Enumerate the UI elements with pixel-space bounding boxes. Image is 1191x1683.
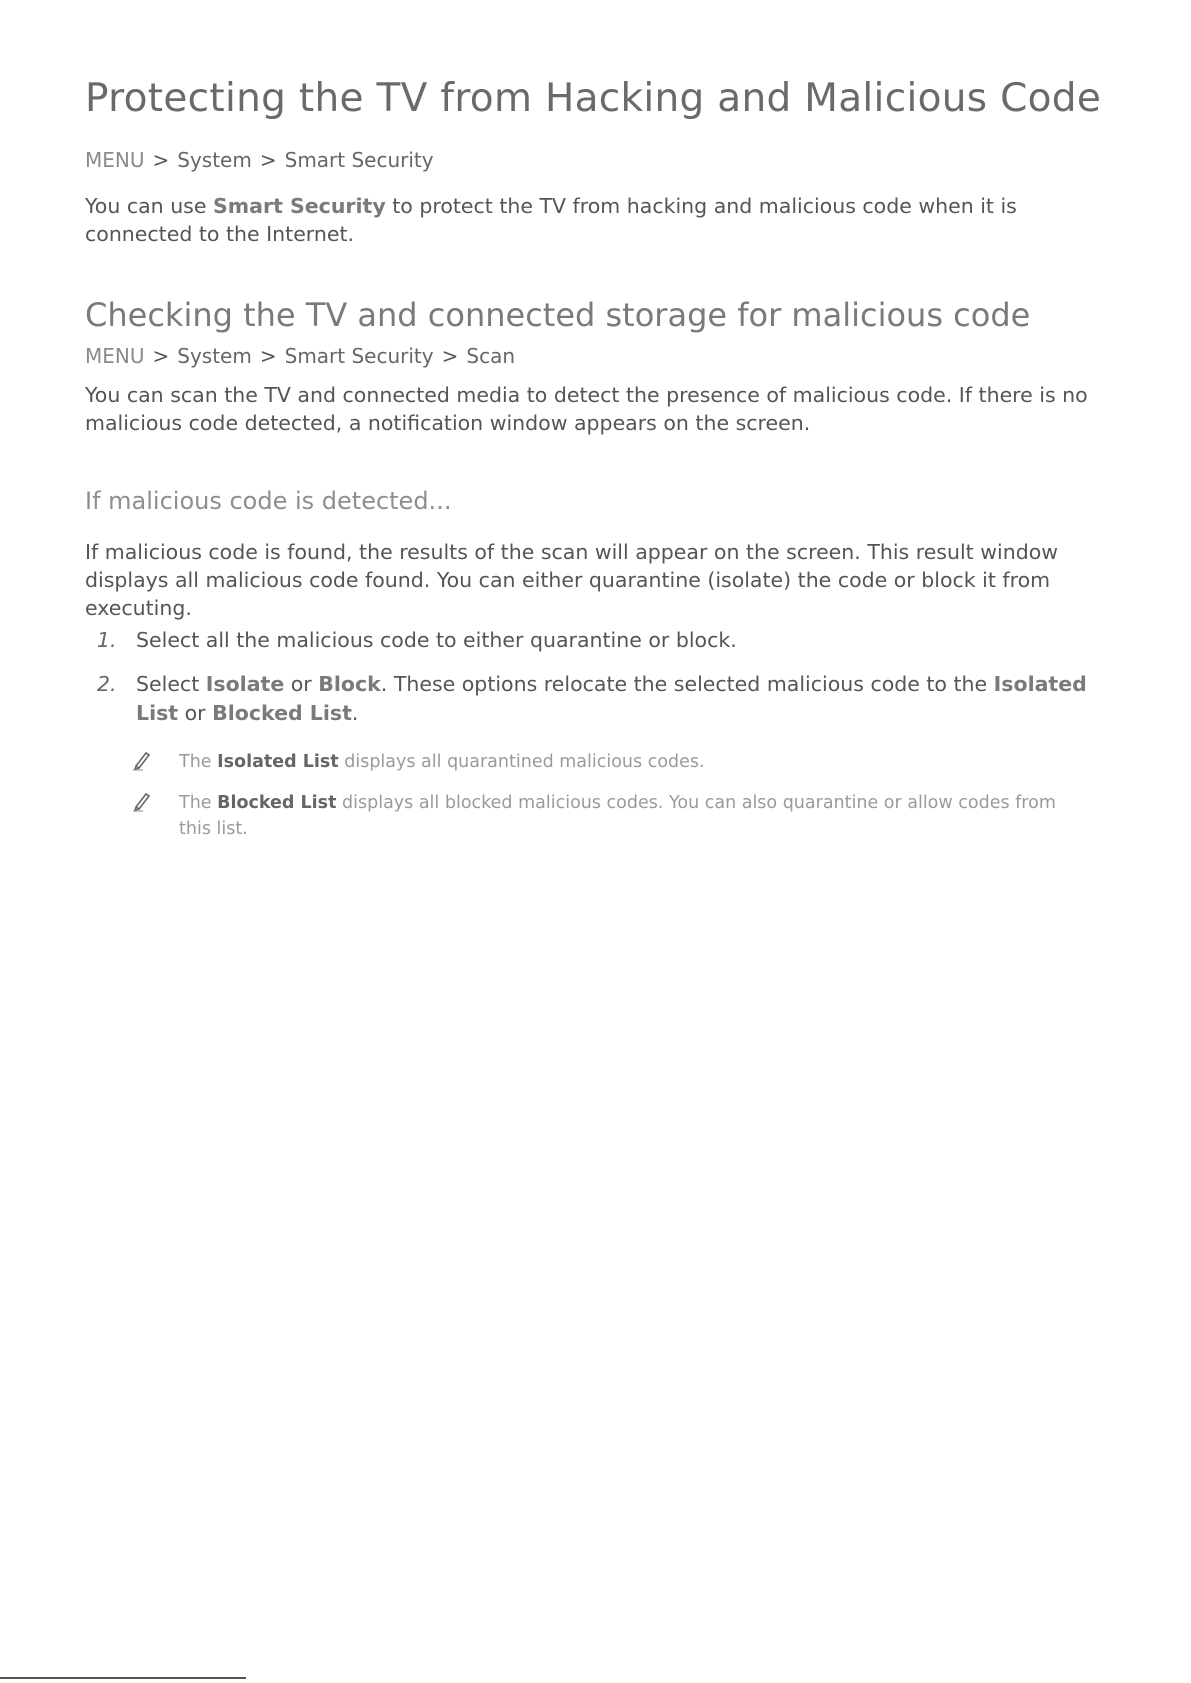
note-text-part: The <box>179 752 218 772</box>
note <box>123 749 1083 775</box>
step-text-part: . <box>351 701 359 725</box>
step-text: Select all the malicious code to either quarantine or block. <box>136 628 737 652</box>
breadcrumb-item-smart-security: Smart Security <box>284 148 434 172</box>
footer-divider <box>0 1677 246 1679</box>
isolated-list-term: Isolated List <box>217 752 339 772</box>
list-item <box>85 626 1125 655</box>
smart-security-term: Smart Security <box>213 194 386 218</box>
step-text <box>136 670 1125 728</box>
breadcrumb-item-scan: Scan <box>466 344 515 368</box>
breadcrumb-item-system: System <box>177 148 252 172</box>
section-title: Checking the TV and connected storage for malicious code <box>85 296 1031 334</box>
step-text-part: Select <box>136 672 206 696</box>
isolated-list-term: Isolated List <box>136 672 1087 725</box>
step-text-part: or <box>284 672 319 696</box>
note-text-part: displays all blocked malicious codes. You can also quarantine or allow codes from this list. <box>179 793 1056 839</box>
chevron-right-icon: > <box>259 344 277 368</box>
isolate-term: Isolate <box>205 672 285 696</box>
note-text-part: displays all quarantined malicious codes. <box>338 752 705 772</box>
block-term: Block <box>318 672 381 696</box>
breadcrumb-item-system: System <box>177 344 252 368</box>
breadcrumb <box>85 344 515 368</box>
note-text <box>179 790 1083 842</box>
breadcrumb-menu: MENU <box>85 148 145 172</box>
subsection-paragraph: If malicious code is found, the results of the scan will appear on the screen. This result window displays all malicious code found. You can either quarantine (isolate) the code or block it from executing. <box>85 540 1059 620</box>
intro-text-rest: to protect the TV from hacking and malicious code when it is connected to the Internet. <box>85 194 1017 246</box>
note-text-part: The <box>179 793 218 813</box>
breadcrumb-menu: MENU <box>85 344 145 368</box>
pencil-icon <box>131 790 153 812</box>
chevron-right-icon: > <box>259 148 277 172</box>
note-text <box>179 749 1083 775</box>
intro-paragraph <box>85 192 1125 248</box>
chevron-right-icon: > <box>152 344 170 368</box>
step-text-part: . These options relocate the selected malicious code to the <box>380 672 994 696</box>
breadcrumb <box>85 148 434 172</box>
step-number: 1. <box>97 628 117 652</box>
list-item <box>85 670 1125 728</box>
step-text-part: or <box>178 701 213 725</box>
page-title: Protecting the TV from Hacking and Malicious Code <box>85 76 1102 121</box>
subsection-title: If malicious code is detected... <box>85 487 452 515</box>
blocked-list-term: Blocked List <box>212 701 352 725</box>
intro-text: You can use <box>85 194 213 218</box>
step-number: 2. <box>97 672 117 696</box>
breadcrumb-item-smart-security: Smart Security <box>284 344 434 368</box>
note <box>123 790 1083 842</box>
chevron-right-icon: > <box>152 148 170 172</box>
chevron-right-icon: > <box>441 344 459 368</box>
section-paragraph: You can scan the TV and connected media to detect the presence of malicious code. If there is no malicious code detected, a notification window appears on the screen. <box>85 383 1088 435</box>
blocked-list-term: Blocked List <box>217 793 337 813</box>
pencil-icon <box>131 749 153 771</box>
